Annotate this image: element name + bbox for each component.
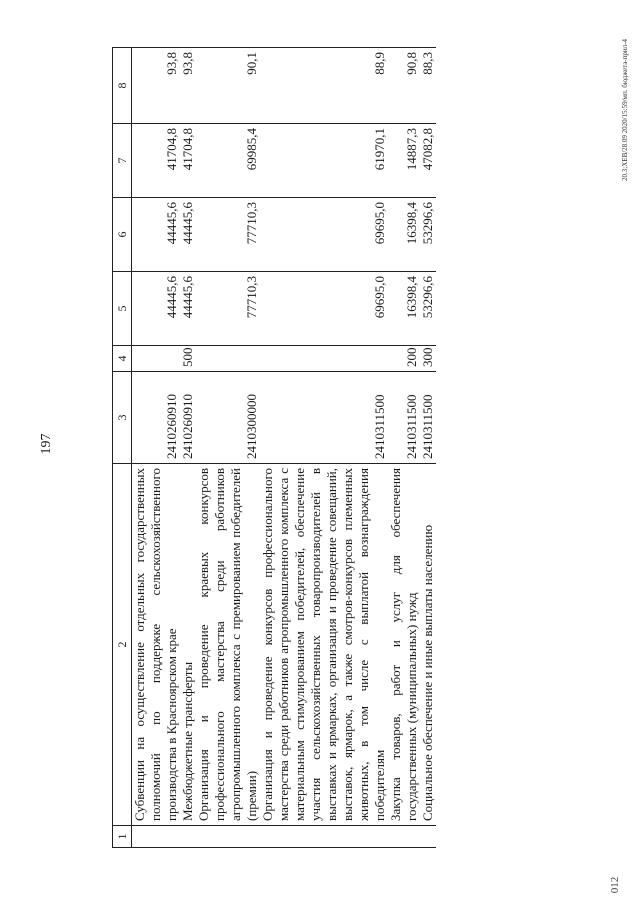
column-header-1: 1 [113,826,132,848]
table-row [132,48,181,848]
row-value8-cell: 93,8 [132,48,181,124]
row-col1-cell [180,826,196,848]
row-code-cell: 2410260910 [132,372,181,464]
row-col1-cell [132,826,181,848]
row-name-cell: Субвенции на осуществление отдельных государственных полномочий по поддержке сельскохозяйственного производства в Красноярском крае [132,464,181,826]
row-code-cell: 2410311500 [260,372,388,464]
row-code-cell: 2410311500 [388,372,420,464]
row-value7-cell: 14887,3 [388,124,420,198]
table-row [388,48,420,848]
row-value8-cell: 90,8 [388,48,420,124]
row-value8-cell: 90,1 [196,48,260,124]
row-name-cell: Организация и проведение конкурсов профессионального мастерства среди работников агропромышленного комплекса с материальным стимулированием победителей, обеспечение участия сельскохозяйственных товаропроизводителей в выставках и ярмарках, организация и проведение совещаний, выставок, ярмарок, а также смотров-конкурсов племенных животных, в том числе с выплатой вознаграждения победителям [260,464,388,826]
row-vr-cell: 500 [180,346,196,372]
row-value8-cell: 93,8 [180,48,196,124]
row-value6-cell: 44445,6 [132,198,181,272]
row-value7-cell: 69985,4 [196,124,260,198]
row-value7-cell: 41704,8 [132,124,181,198]
row-value6-cell: 16398,4 [388,198,420,272]
column-header-5: 5 [113,272,132,346]
table-row [260,48,388,848]
column-header-8: 8 [113,48,132,124]
corner-number: 012 [609,876,621,894]
row-col1-cell [420,826,436,848]
table-header-row [113,48,132,848]
column-header-2: 2 [113,464,132,826]
row-value7-cell: 41704,8 [180,124,196,198]
row-value5-cell: 69695,0 [260,272,388,346]
row-name-cell: Организация и проведение краевых конкурсов профессионального мастерства среди работников агропромышленного комплекса с премированием победителей (премии) [196,464,260,826]
row-code-cell: 2410260910 [180,372,196,464]
table-row [196,48,260,848]
row-value8-cell: 88,3 [420,48,436,124]
row-vr-cell [132,346,181,372]
rotated-table-area [112,48,592,848]
row-vr-cell: 300 [420,346,436,372]
row-value7-cell: 47082,8 [420,124,436,198]
row-value6-cell: 69695,0 [260,198,388,272]
row-value5-cell: 16398,4 [388,272,420,346]
row-value5-cell: 53296,6 [420,272,436,346]
row-value8-cell: 88,9 [260,48,388,124]
row-code-cell: 2410311500 [420,372,436,464]
row-code-cell: 2410300000 [196,372,260,464]
table-row [420,48,436,848]
column-header-7: 7 [113,124,132,198]
row-value5-cell: 44445,6 [180,272,196,346]
column-header-4: 4 [113,346,132,372]
row-name-cell: Закупка товаров, работ и услуг для обеспечения государственных (муниципальных) нужд [388,464,420,826]
table-row [180,48,196,848]
page-number: 197 [39,433,54,455]
column-header-6: 6 [113,198,132,272]
column-header-3: 3 [113,372,132,464]
print-stamp: 20.3;XEB/28.09 2020/15:59/мп. бюджета-прил-4 [621,39,629,181]
row-value6-cell: 77710,3 [196,198,260,272]
row-vr-cell [260,346,388,372]
row-value6-cell: 53296,6 [420,198,436,272]
row-col1-cell [196,826,260,848]
row-value6-cell: 44445,6 [180,198,196,272]
row-name-cell: Социальное обеспечение и иные выплаты населению [420,464,436,826]
budget-table [112,47,436,848]
row-vr-cell: 200 [388,346,420,372]
row-col1-cell [260,826,388,848]
row-col1-cell [388,826,420,848]
row-vr-cell [196,346,260,372]
row-value7-cell: 61970,1 [260,124,388,198]
row-value5-cell: 77710,3 [196,272,260,346]
table-rotator [112,48,592,848]
row-value5-cell: 44445,6 [132,272,181,346]
row-name-cell: Межбюджетные трансферты [180,464,196,826]
